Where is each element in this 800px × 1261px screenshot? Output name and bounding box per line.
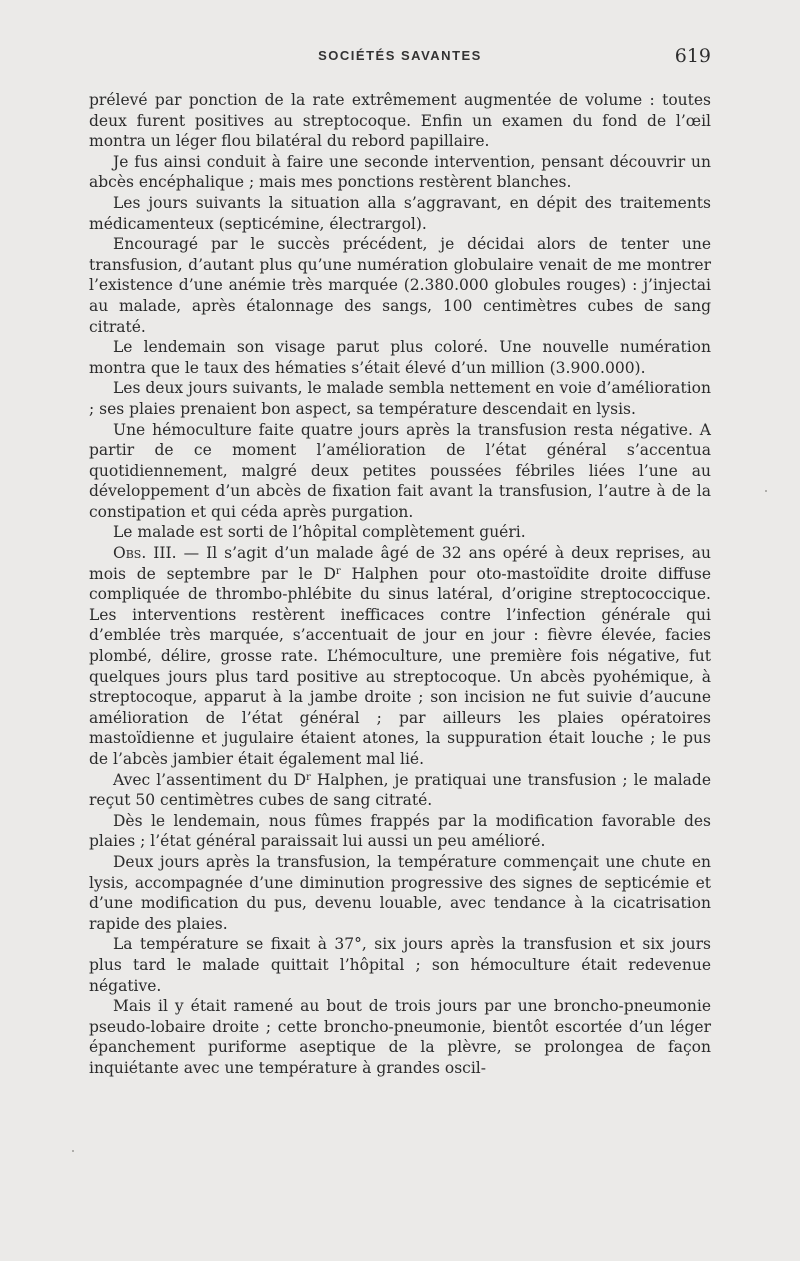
observation-text: — Il s’agit d’un malade âgé de 32 ans opéré à deux reprises, au mois de septembre par le D xyxy=(89,544,711,583)
paragraph-4: Encouragé par le succès précédent, je décidai alors de tenter une transfusion, d’autant plus qu’une numération globulaire venait de me montrer l’existence d’une anémie très marquée (2.380.000 globules rouges) : j’injectai au malade, après étalonnage des sangs, 100 centimètres cubes de sang citraté. xyxy=(89,235,711,336)
paragraph-1: prélevé par ponction de la rate extrêmement augmentée de volume : toutes deux furent positives au streptocoque. Enfin un examen du fond de l’œil montra un léger flou bilatéral du rebord papillaire. xyxy=(89,91,711,151)
paragraph-7: Une hémoculture faite quatre jours après la transfusion resta négative. A partir de ce moment l’amélioration de l’état général s’accentua quotidiennement, malgré deux petites poussées fébriles liées l’une au développement d’un abcès de fixation fait avant la transfusion, l’autre à de la constipation et qui céda après purgation. xyxy=(89,420,711,521)
paragraph-13: La température se fixait à 37°, six jours après la transfusion et six jours plus tard le malade quittait l’hôpital ; son hémoculture était redevenue négative. xyxy=(89,935,711,995)
paragraph-11: Dès le lendemain, nous fûmes frappés par la modification favorable des plaies ; l’état général paraissait lui aussi un peu amélioré. xyxy=(89,811,711,851)
running-head xyxy=(89,45,711,72)
body-text xyxy=(89,90,711,1079)
paragraph-10-tail: Halphen, je pratiquai une transfusion ; le malade reçut 50 centimètres cubes de sang citraté. xyxy=(89,770,711,810)
paragraph-3: Les jours suivants la situation alla s’aggravant, en dépit des traitements médicamenteux (septicémine, électrargol). xyxy=(89,193,711,233)
doctor-abbrev-sup: r xyxy=(335,565,341,577)
paragraph-8: Le malade est sorti de l’hôpital complètement guéri. xyxy=(113,523,526,542)
observation-label: Obs. III. xyxy=(113,544,177,563)
paragraph-2: Je fus ainsi conduit à faire une seconde intervention, pensant découvrir un abcès encéphalique ; mais mes ponctions restèrent blanches. xyxy=(89,152,711,192)
paragraph-14: Mais il y était ramené au bout de trois jours par une broncho-pneumonie pseudo-lobaire droite ; cette broncho-pneumonie, bientôt escortée d’un léger épanchement puriforme aseptique de la plèvre, se prolongea de façon inquiétante avec une température à grandes oscil- xyxy=(89,997,711,1077)
doctor-abbrev-sup-2: r xyxy=(306,771,311,783)
paper-speck xyxy=(72,1150,74,1152)
paragraph-12: Deux jours après la transfusion, la température commençait une chute en lysis, accompagnée d’une diminution progressive des signes de septicémie et d’une modification du pus, devenu louable, avec tendance à la cicatrisation rapide des plaies. xyxy=(89,852,711,933)
paragraph-5: Le lendemain son visage parut plus coloré. Une nouvelle numération montra que le taux des hématies s’était élevé d’un million (3.900.000). xyxy=(89,338,711,377)
page-number: 619 xyxy=(674,45,711,67)
paragraph-6: Les deux jours suivants, le malade sembla nettement en voie d’amélioration ; ses plaies prenaient bon aspect, sa température descendait en lysis. xyxy=(89,379,711,418)
observation-text-tail: Halphen pour oto-mastoïdite droite diffuse compliquée de thrombo-phlébite du sinus latéral, d’origine streptococcique. Les interventions restèrent inefficaces contre l’infection générale qui d’emblée très marquée, s’accentuait de jour en jour : fièvre élevée, facies plombé, délire, grosse rate. L’hémoculture, une première fois négative, fut quelques jours plus tard positive au streptocoque. Un abcès pyohémique, à streptocoque, apparut à la jambe droite ; son incision ne fut suivie d’aucune amélioration de l’état général ; par ailleurs les plaies opératoires mastoïdienne et jugulaire étaient atones, la suppuration était louche ; le pus de l’abcès jambier était également mal lié. xyxy=(89,564,711,768)
running-title: SOCIÉTÉS SAVANTES xyxy=(318,48,482,63)
paper-speck xyxy=(765,490,767,492)
paragraph-observation-3 xyxy=(89,543,711,770)
paragraph-10-text: Avec l’assentiment du D xyxy=(113,770,307,789)
paragraph-10 xyxy=(89,770,711,811)
